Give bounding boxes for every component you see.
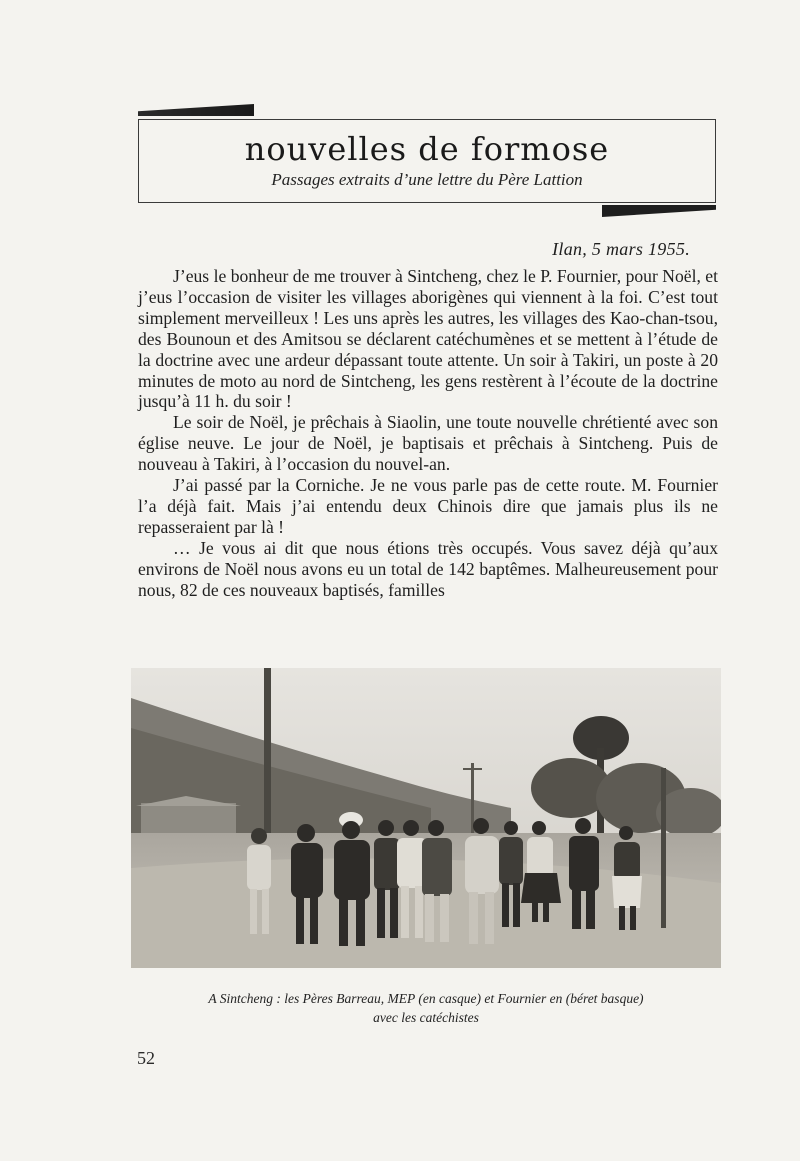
dateline: Ilan, 5 mars 1955. [552,239,690,259]
photo-caption [120,989,732,1027]
title-decor-bar-top [138,104,254,116]
paragraph: J’ai passé par la Corniche. Je ne vous parle pas de cette route. M. Fournier l’a déjà fait. Mais j’ai entendu deux Chinois dire que jamais plus ils ne repasseraient par là ! [138,475,718,537]
title-box [138,119,716,203]
title-decor-bar-bottom [602,205,716,217]
paragraph: J’eus le bonheur de me trouver à Sintcheng, chez le P. Fournier, pour Noël, et j’eus l’occasion de visiter les villages aborigènes qui viennent à la foi. C’est tout simplement merveilleux ! Les uns après les autres, les villages des Kao-chan-tsou, des Bounoun et des Amitsou se déclarent catéchumènes et se mettent à l’étude de la doctrine avec une ardeur dépassant toute attente. Un soir à Takiri, un poste à 20 minutes de moto au nord de Sintcheng, les gens restèrent à l’écoute de la doctrine jusqu’à 11 h. du soir ! [138,266,718,412]
photo-group-walking [131,668,721,968]
caption-line: A Sintcheng : les Pères Barreau, MEP (en casque) et Fournier en (béret basque) [208,991,644,1006]
caption-line: avec les catéchistes [373,1010,479,1025]
page-number: 52 [137,1048,155,1068]
paragraph: Le soir de Noël, je prêchais à Siaolin, une toute nouvelle chrétienté avec son église neuve. Le jour de Noël, je baptisais et prêchais à Sintcheng. Puis de nouveau à Takiri, à l’occasion du nouvel-an. [138,412,718,475]
page-subtitle: Passages extraits d’une lettre du Père Lattion [271,170,583,189]
article-body [138,266,718,601]
paragraph: … Je vous ai dit que nous étions très occupés. Vous savez déjà qu’aux environs de Noël nous avons eu un total de 142 baptêmes. Malheureusement pour nous, 82 de ces nouveaux baptisés, familles [138,537,718,600]
page-title: nouvelles de formose [244,130,610,168]
